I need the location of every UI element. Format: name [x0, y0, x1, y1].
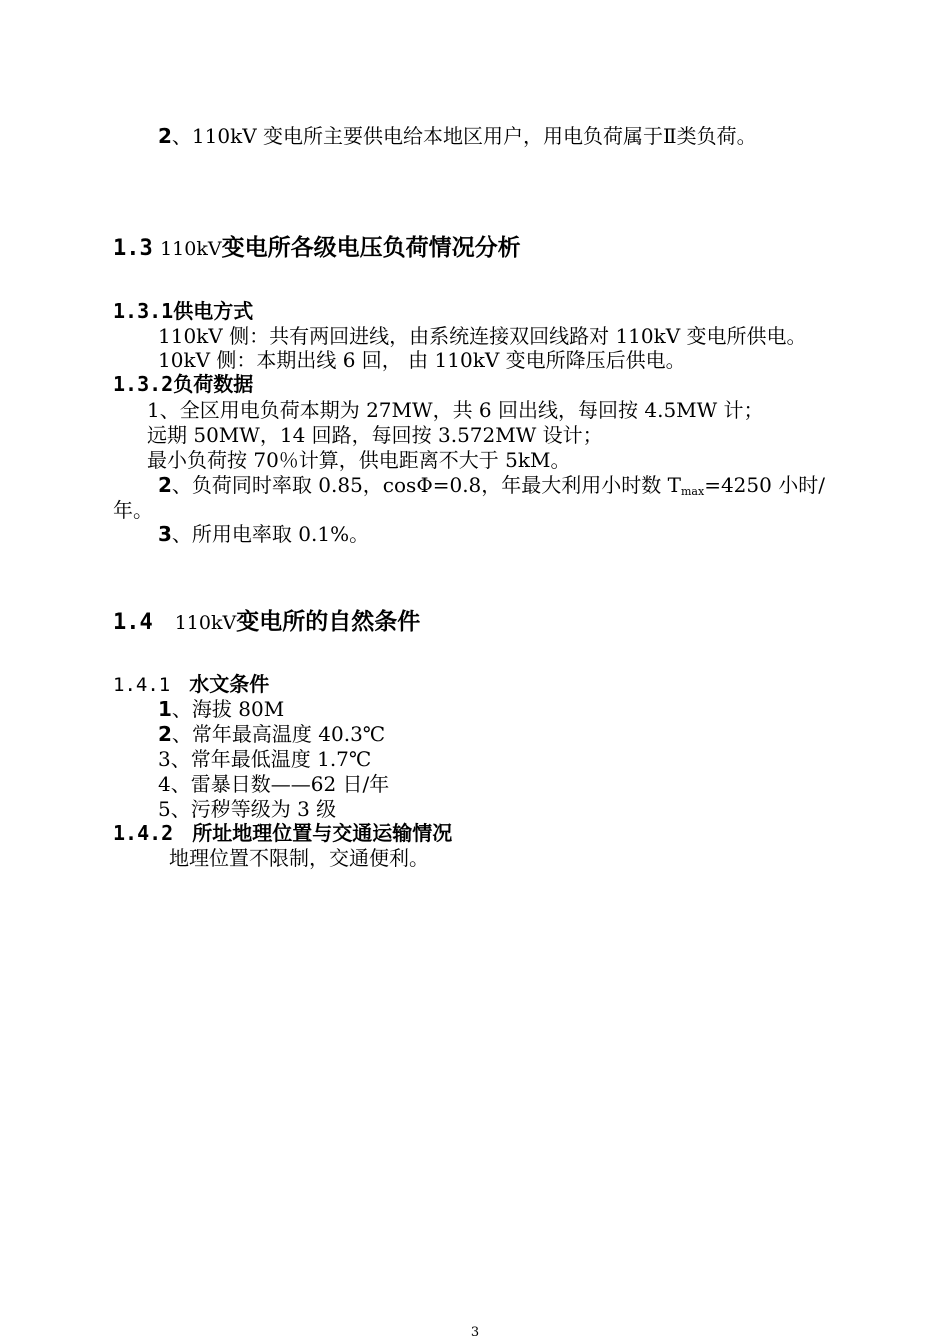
hydro-item-number: 5	[158, 797, 171, 821]
section-number: 1.3	[113, 236, 153, 261]
section-title: 变电所各级电压负荷情况分析	[221, 235, 521, 261]
section-number: 1.4	[113, 610, 153, 635]
hydro-item	[158, 722, 385, 746]
subsection-number: 1.3.1	[113, 299, 174, 323]
load-item-2-continuation: 年。	[113, 498, 153, 522]
tmax-subscript: max	[680, 485, 705, 498]
load-item-3	[158, 522, 369, 546]
hydro-item-text: 、雷暴日数——62 日/年	[170, 772, 390, 796]
hydro-item	[158, 697, 284, 721]
section-voltage: 110kV	[174, 612, 237, 634]
subsection-number: 1.3.2	[113, 372, 174, 396]
load-item-2-text: 、负荷同时率取 0.85，cosΦ=0.8，年最大利用小时数 T	[171, 473, 681, 497]
load-item-2	[158, 473, 825, 504]
load-item-3-number: 3	[158, 522, 172, 546]
hydro-item-text: 、海拔 80M	[171, 697, 285, 721]
load-item-2-text-end: =4250 小时/	[704, 473, 825, 497]
intro-text: 、110kV 变电所主要供电给本地区用户，用电负荷属于Ⅱ类负荷。	[171, 124, 757, 148]
section-1-4-2-heading	[113, 821, 452, 845]
hydro-item	[158, 747, 371, 771]
hydro-item-text: 、污秽等级为 3 级	[170, 797, 337, 821]
subsection-title: 所址地理位置与交通运输情况	[192, 821, 453, 845]
hydro-item-number: 1	[158, 697, 172, 721]
section-1-3-2-heading	[113, 372, 253, 396]
intro-paragraph	[158, 124, 757, 148]
load-item-3-text: 、所用电率取 0.1%。	[171, 522, 370, 546]
section-voltage: 110kV	[160, 238, 222, 260]
subsection-title: 水文条件	[189, 672, 270, 696]
hydro-item-number: 3	[158, 747, 171, 771]
intro-number: 2	[158, 124, 172, 148]
hydro-item	[158, 797, 336, 821]
subsection-title: 供电方式	[173, 299, 254, 323]
load-item-1-line-1: 1、全区用电负荷本期为 27MW，共 6 回出线，每回按 4.5MW 计；	[147, 398, 764, 422]
section-1-4-heading	[113, 608, 420, 637]
section-1-3-heading	[113, 234, 521, 263]
page-number: 3	[470, 1325, 480, 1340]
supply-line-110kv: 110kV 侧：共有两回进线，由系统连接双回线路对 110kV 变电所供电。	[158, 324, 807, 348]
subsection-number: 1.4.2	[113, 821, 174, 845]
load-item-2-number: 2	[158, 473, 172, 497]
supply-line-10kv: 10kV 侧：本期出线 6 回， 由 110kV 变电所降压后供电。	[158, 348, 686, 372]
hydro-item	[158, 772, 389, 796]
section-1-4-1-heading	[113, 672, 269, 697]
hydro-item-text: 、常年最低温度 1.7℃	[170, 747, 372, 771]
hydro-item-number: 4	[158, 772, 171, 796]
load-item-1-line-2: 远期 50MW，14 回路，每回按 3.572MW 设计；	[147, 423, 603, 447]
subsection-title: 负荷数据	[173, 372, 254, 396]
load-item-1-line-3: 最小负荷按 70％计算，供电距离不大于 5kM。	[147, 448, 571, 472]
section-1-3-1-heading	[113, 299, 253, 323]
hydro-item-number: 2	[158, 722, 172, 746]
subsection-number: 1.4.1	[113, 674, 171, 696]
section-title: 变电所的自然条件	[236, 609, 421, 635]
location-text: 地理位置不限制，交通便利。	[169, 846, 429, 870]
hydro-item-text: 、常年最高温度 40.3℃	[171, 722, 386, 746]
